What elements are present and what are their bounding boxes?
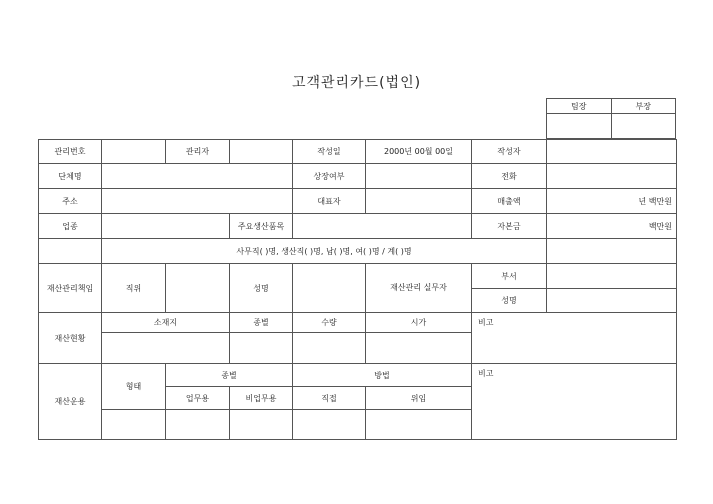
direct-header: 직접 (293, 387, 366, 410)
kind-field[interactable] (230, 333, 293, 364)
method-header: 방법 (293, 364, 472, 387)
address-field[interactable] (102, 189, 293, 214)
industry-label: 업종 (39, 214, 102, 239)
business-use-header: 업무용 (166, 387, 230, 410)
phone-field[interactable] (547, 164, 677, 189)
ceo-field[interactable] (366, 189, 472, 214)
location-header: 소재지 (102, 313, 230, 333)
name1-field[interactable] (293, 264, 366, 313)
approval-team-lead-sign[interactable] (547, 114, 612, 139)
revenue-label: 매출액 (472, 189, 547, 214)
business-use-field[interactable] (166, 410, 230, 440)
main-products-field[interactable] (293, 214, 472, 239)
staff-blank-label (39, 239, 102, 264)
position-label: 직위 (102, 264, 166, 313)
quantity-field[interactable] (293, 333, 366, 364)
address-label: 주소 (39, 189, 102, 214)
non-business-use-header: 비업무용 (230, 387, 293, 410)
manager-field[interactable] (230, 140, 293, 164)
note1-field[interactable]: 비고 (472, 313, 677, 364)
market-value-field[interactable] (366, 333, 472, 364)
created-value[interactable]: 2000년 00월 00일 (366, 140, 472, 164)
ceo-label: 대표자 (293, 189, 366, 214)
manager-label: 관리자 (166, 140, 230, 164)
author-label: 작성자 (472, 140, 547, 164)
asset-officer-label: 재산관리 실무자 (366, 264, 472, 313)
phone-label: 전화 (472, 164, 547, 189)
revenue-field[interactable]: 년 백만원 (547, 189, 677, 214)
consign-header: 위임 (366, 387, 472, 410)
industry-field[interactable] (102, 214, 230, 239)
kind2-header: 종별 (166, 364, 293, 387)
customer-card-form (38, 139, 677, 440)
direct-field[interactable] (293, 410, 366, 440)
market-value-header: 시가 (366, 313, 472, 333)
dept-field[interactable] (547, 264, 677, 289)
approval-director-label: 부장 (611, 99, 676, 114)
staff-blank-field[interactable] (547, 239, 677, 264)
dept-label: 부서 (472, 264, 547, 289)
org-name-field[interactable] (102, 164, 293, 189)
asset-usage-label: 재산운용 (39, 364, 102, 440)
form-label: 형태 (102, 364, 166, 410)
name2-label: 성명 (472, 289, 547, 313)
approval-team-lead-label: 팀장 (547, 99, 612, 114)
name2-field[interactable] (547, 289, 677, 313)
position-field[interactable] (166, 264, 230, 313)
form-field[interactable] (102, 410, 166, 440)
main-products-label: 주요생산품목 (230, 214, 293, 239)
author-field[interactable] (547, 140, 677, 164)
non-business-use-field[interactable] (230, 410, 293, 440)
listed-field[interactable] (366, 164, 472, 189)
staff-counts-field[interactable]: 사무직( )명, 생산직( )명, 남( )명, 여( )명 / 계( )명 (102, 239, 547, 264)
kind-header: 종별 (230, 313, 293, 333)
approval-box (546, 98, 676, 139)
mgmt-no-field[interactable] (102, 140, 166, 164)
approval-director-sign[interactable] (611, 114, 676, 139)
asset-status-label: 재산현황 (39, 313, 102, 364)
org-name-label: 단체명 (39, 164, 102, 189)
asset-resp-label: 재산관리책임 (39, 264, 102, 313)
name1-label: 성명 (230, 264, 293, 313)
capital-field[interactable]: 백만원 (547, 214, 677, 239)
listed-label: 상장여부 (293, 164, 366, 189)
created-label: 작성일 (293, 140, 366, 164)
location-field[interactable] (102, 333, 230, 364)
consign-field[interactable] (366, 410, 472, 440)
capital-label: 자본금 (472, 214, 547, 239)
note2-field[interactable]: 비고 (472, 364, 677, 440)
quantity-header: 수량 (293, 313, 366, 333)
page-title: 고객관리카드(법인) (291, 75, 422, 91)
mgmt-no-label: 관리번호 (39, 140, 102, 164)
